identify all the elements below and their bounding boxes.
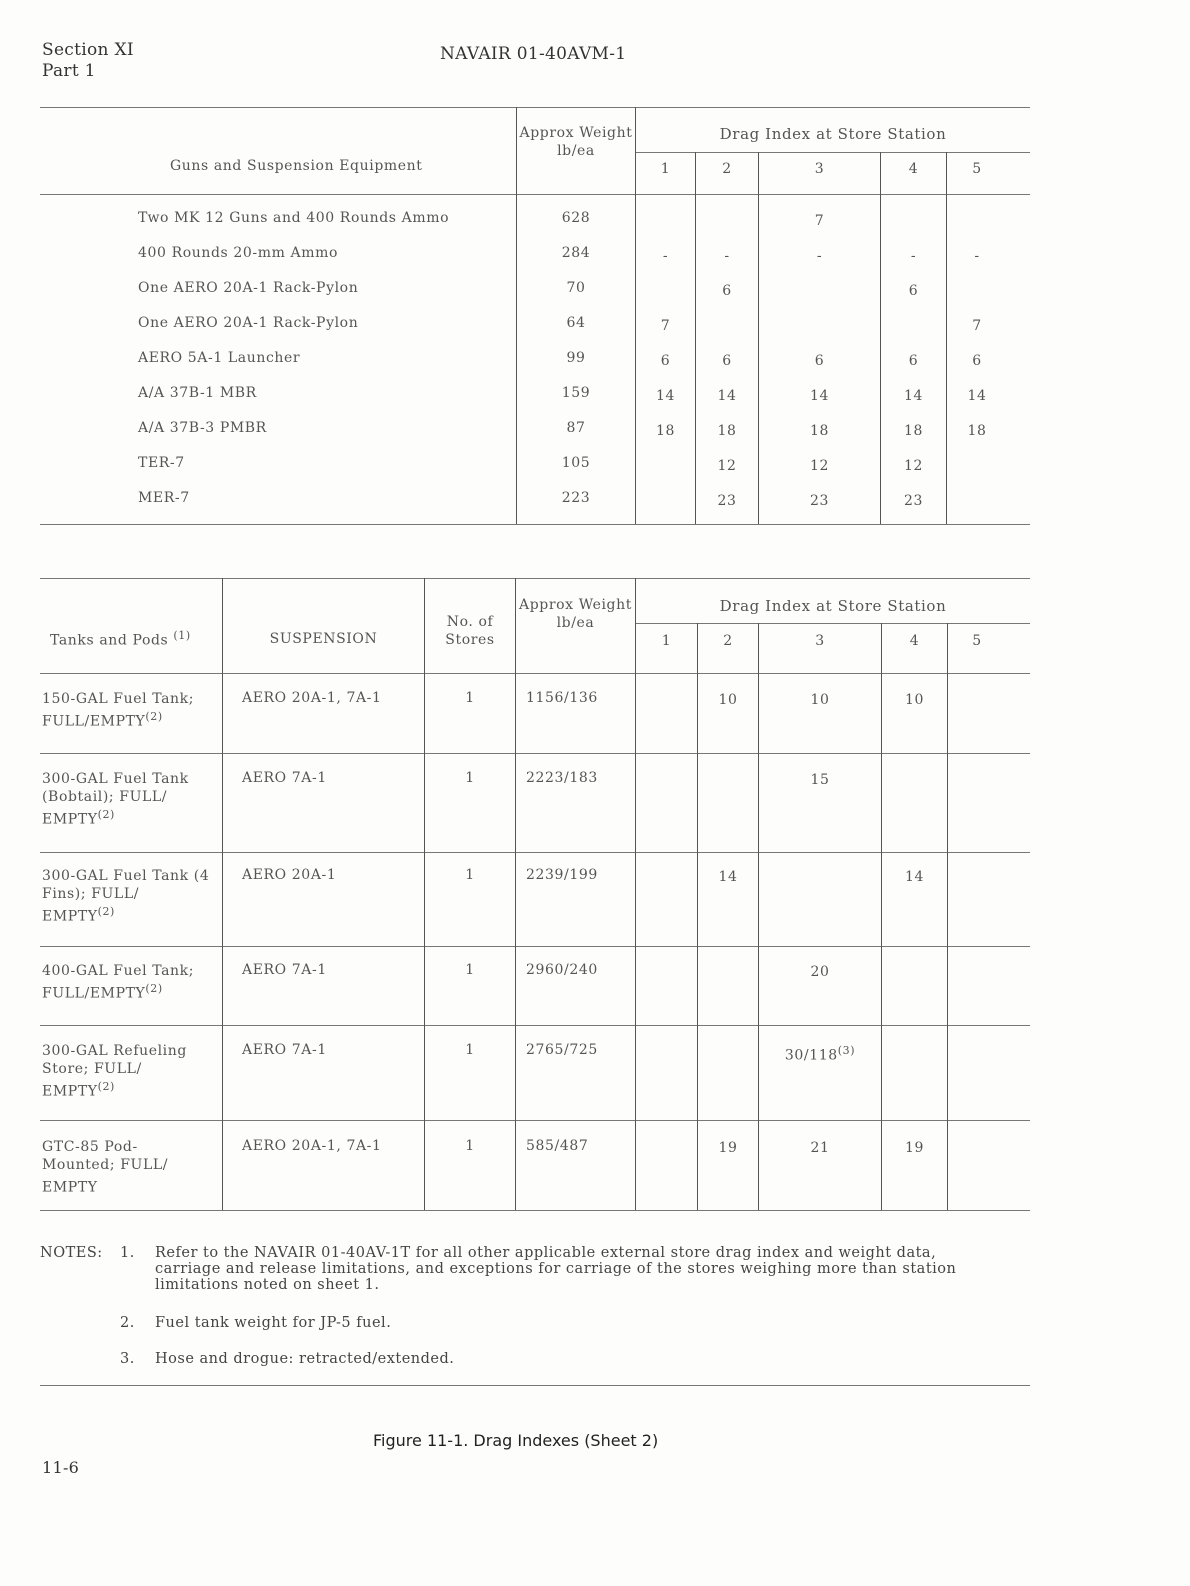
note-number: 3.	[120, 1351, 135, 1367]
drag-value-station-1: 7	[660, 318, 671, 334]
row-name-text: 300-GAL Fuel Tank (Bobtail); FULL/ EMPTY	[42, 771, 189, 828]
figure-caption: Figure 11-1. Drag Indexes (Sheet 2)	[373, 1431, 659, 1450]
row-suspension: AERO 20A-1, 7A-1	[242, 690, 382, 706]
drag-value-text: 30/118	[784, 1047, 838, 1064]
drag-value-station-1: 6	[660, 353, 671, 369]
row-weight: 99	[566, 350, 586, 366]
row-name: One AERO 20A-1 Rack-Pylon	[138, 280, 359, 296]
drag-value-text: 14	[718, 869, 738, 885]
drag-value-station-5: 14	[967, 388, 987, 404]
row-stores: 1	[465, 867, 475, 883]
drag-value-station-2: 6	[722, 283, 732, 299]
col-header-drag: Drag Index at Store Station	[719, 125, 947, 143]
drag-value-station-4	[882, 692, 947, 708]
note-ref: (3)	[837, 1044, 856, 1057]
drag-value-station-2	[698, 692, 758, 708]
drag-value-text: 15	[810, 772, 830, 788]
drag-value-station-5: -	[974, 248, 980, 264]
note-number: 2.	[120, 1315, 135, 1331]
row-name: 400 Rounds 20-mm Ammo	[138, 245, 339, 261]
drag-value-station-3: 23	[809, 493, 829, 509]
drag-value-station-3	[759, 1044, 881, 1064]
row-name: Two MK 12 Guns and 400 Rounds Ammo	[138, 210, 450, 226]
row-weight: 585/487	[526, 1138, 589, 1154]
drag-value-station-4	[882, 869, 947, 885]
drag-value-text: 19	[904, 1140, 924, 1156]
row-name: TER-7	[138, 455, 185, 471]
row-name	[42, 867, 210, 926]
note-text: Hose and drogue: retracted/extended.	[155, 1351, 455, 1367]
col-header-weight-2: Approx Weight lb/ea	[519, 597, 632, 631]
row-suspension: AERO 20A-1, 7A-1	[242, 1138, 382, 1154]
drag-value-text: 10	[810, 692, 830, 708]
drag-value-station-2: -	[724, 248, 730, 264]
drag-value-station-4: 18	[903, 423, 923, 439]
station-header-1: 1	[661, 633, 672, 649]
drag-value-text: 10	[904, 692, 924, 708]
row-stores: 1	[465, 770, 475, 786]
drag-value-station-2	[698, 1140, 758, 1156]
drag-value-station-2: 6	[722, 353, 732, 369]
row-name	[42, 962, 210, 1003]
drag-value-station-3	[759, 772, 881, 788]
row-name	[42, 1138, 210, 1197]
drag-value-station-3: 6	[814, 353, 825, 369]
row-weight: 284	[561, 245, 591, 261]
drag-value-station-4	[882, 1140, 947, 1156]
row-weight: 2223/183	[526, 770, 598, 786]
row-name-text: 150-GAL Fuel Tank; FULL/EMPTY	[42, 691, 195, 730]
row-weight: 159	[561, 385, 591, 401]
row-weight: 87	[566, 420, 586, 436]
drag-value-station-5: 6	[972, 353, 982, 369]
row-name: AERO 5A-1 Launcher	[138, 350, 301, 366]
row-weight: 628	[561, 210, 591, 226]
note-ref: (2)	[97, 808, 115, 821]
drag-value-station-4: 6	[908, 353, 919, 369]
station-header-4: 4	[909, 633, 920, 649]
note-ref: (1)	[173, 629, 191, 642]
station-header-4: 4	[908, 161, 919, 177]
drag-value-station-4: 12	[903, 458, 923, 474]
row-weight: 2765/725	[526, 1042, 598, 1058]
station-header-5: 5	[972, 633, 982, 649]
col-header-suspension: SUSPENSION	[269, 631, 378, 647]
drag-value-station-3: 7	[814, 213, 825, 229]
col-header-stores: No. of Stores	[445, 614, 495, 648]
row-stores: 1	[465, 962, 475, 978]
row-stores: 1	[465, 1042, 475, 1058]
drag-value-text: 10	[718, 692, 738, 708]
station-header-3: 3	[814, 161, 825, 177]
drag-value-station-1: 14	[655, 388, 675, 404]
station-header-1: 1	[660, 161, 671, 177]
note-ref: (2)	[145, 982, 163, 995]
drag-value-station-4: 23	[903, 493, 923, 509]
row-weight: 105	[561, 455, 591, 471]
drag-value-text: 19	[718, 1140, 738, 1156]
drag-value-station-1: 18	[655, 423, 675, 439]
row-name-text: GTC-85 Pod-Mounted; FULL/ EMPTY	[42, 1139, 169, 1196]
page-number: 11-6	[42, 1458, 80, 1477]
note-text: Refer to the NAVAIR 01-40AV-1T for all other applicable external store drag index and weight data, carriage and release limitations, and exceptions for carriage of the stores weighing more than station limitations noted on sheet 1.	[155, 1245, 957, 1293]
row-name: MER-7	[138, 490, 190, 506]
row-name-text: 300-GAL Fuel Tank (4 Fins); FULL/ EMPTY	[42, 868, 210, 925]
station-header-2: 2	[723, 633, 733, 649]
row-name: One AERO 20A-1 Rack-Pylon	[138, 315, 359, 331]
drag-value-text: 20	[810, 964, 830, 980]
row-suspension: AERO 7A-1	[242, 962, 327, 978]
drag-value-station-2: 23	[717, 493, 737, 509]
drag-value-station-3: 18	[809, 423, 829, 439]
drag-value-station-3	[759, 964, 881, 980]
row-name: A/A 37B-3 PMBR	[138, 420, 267, 436]
note-ref: (2)	[145, 710, 163, 723]
document-id: NAVAIR 01-40AVM-1	[440, 44, 627, 64]
drag-value-station-3: 14	[809, 388, 829, 404]
row-weight: 223	[561, 490, 591, 506]
drag-value-station-4: 14	[903, 388, 923, 404]
drag-value-station-2: 12	[717, 458, 737, 474]
drag-value-station-2: 14	[717, 388, 737, 404]
part-label: Part 1	[42, 61, 96, 81]
col-header-guns: Guns and Suspension Equipment	[170, 158, 423, 174]
drag-value-station-2: 18	[717, 423, 737, 439]
row-suspension: AERO 7A-1	[242, 770, 327, 786]
row-weight: 2960/240	[526, 962, 598, 978]
row-stores: 1	[465, 690, 475, 706]
row-suspension: AERO 7A-1	[242, 1042, 327, 1058]
row-name	[42, 770, 210, 829]
row-weight: 64	[566, 315, 586, 331]
drag-value-station-3: 12	[809, 458, 829, 474]
drag-value-text: 21	[810, 1140, 830, 1156]
drag-value-station-3	[759, 692, 881, 708]
row-weight: 70	[566, 280, 586, 296]
drag-value-station-3: -	[816, 248, 823, 264]
drag-value-station-5: 7	[972, 318, 982, 334]
note-number: 1.	[120, 1245, 135, 1261]
col-header-drag-2: Drag Index at Store Station	[719, 597, 947, 615]
drag-value-station-5: 18	[967, 423, 987, 439]
drag-value-station-4: 6	[908, 283, 919, 299]
station-header-5: 5	[972, 161, 982, 177]
col-header-tanks: Tanks and Pods $^{(1)}$	[50, 629, 191, 649]
station-header-3: 3	[815, 633, 825, 649]
row-weight: 1156/136	[526, 690, 598, 706]
row-weight: 2239/199	[526, 867, 598, 883]
note-text: Fuel tank weight for JP-5 fuel.	[155, 1315, 392, 1331]
section-label: Section XI	[42, 40, 134, 60]
note-ref: (2)	[97, 905, 115, 918]
row-suspension: AERO 20A-1	[242, 867, 337, 883]
row-name-text: 400-GAL Fuel Tank; FULL/EMPTY	[42, 963, 195, 1002]
drag-value-text: 14	[904, 869, 924, 885]
row-name: A/A 37B-1 MBR	[138, 385, 257, 401]
drag-value-station-1: -	[662, 248, 669, 264]
notes-label: NOTES:	[40, 1245, 103, 1261]
note-ref: (2)	[97, 1080, 115, 1093]
drag-value-station-2	[698, 869, 758, 885]
col-header-weight: Approx Weight lb/ea	[519, 125, 633, 159]
row-stores: 1	[465, 1138, 475, 1154]
drag-value-station-4: -	[910, 248, 917, 264]
station-header-2: 2	[722, 161, 732, 177]
row-name	[42, 1042, 210, 1101]
row-name	[42, 690, 210, 731]
drag-value-station-3	[759, 1140, 881, 1156]
row-name-text: 300-GAL Refueling Store; FULL/ EMPTY	[42, 1043, 187, 1100]
